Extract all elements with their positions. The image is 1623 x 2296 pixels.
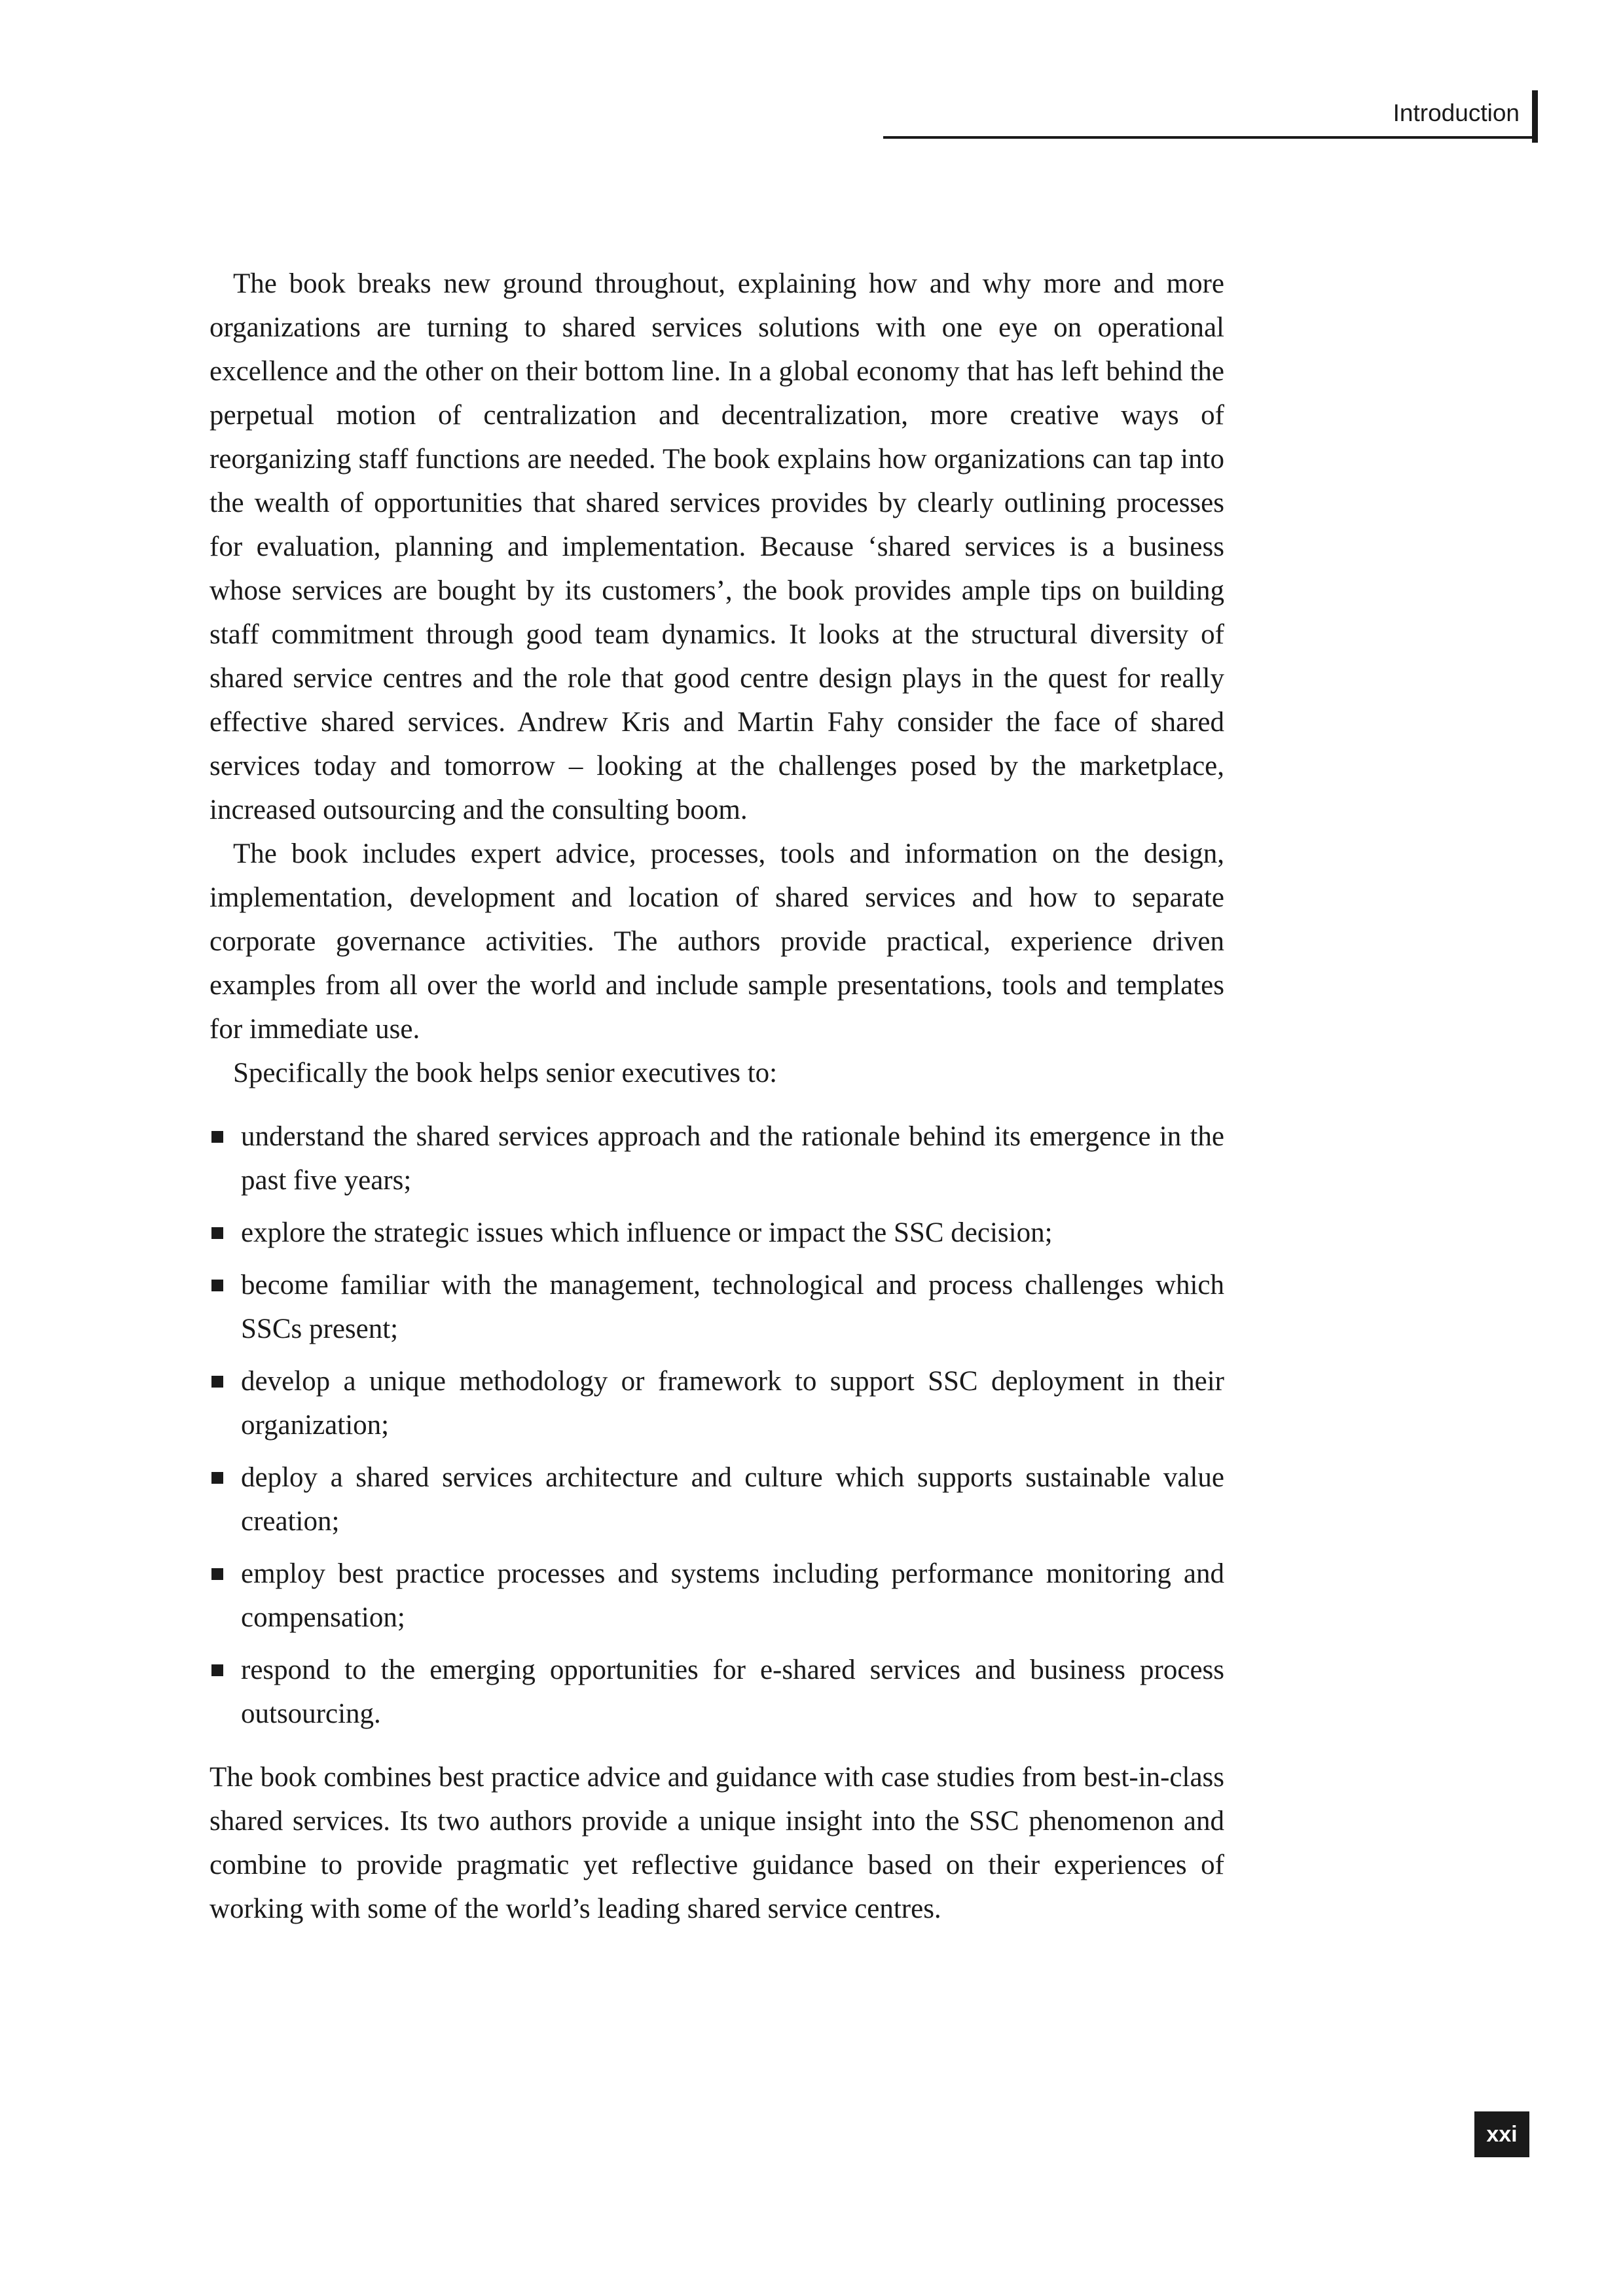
square-bullet-icon: [211, 1131, 223, 1143]
list-item: [210, 1263, 1224, 1351]
page-number: xxi: [1474, 2111, 1529, 2157]
running-title: Introduction: [1393, 99, 1520, 126]
square-bullet-icon: [211, 1227, 223, 1239]
list-item-text: employ best practice processes and systems including performance monitoring and compensation;: [241, 1558, 1224, 1633]
list-item: [210, 1115, 1224, 1202]
list-item-text: become familiar with the management, technological and process challenges which SSCs present;: [241, 1270, 1224, 1344]
list-item: [210, 1648, 1224, 1736]
list-item: [210, 1552, 1224, 1640]
list-item-text: understand the shared services approach and the rationale behind its emergence in the past five years;: [241, 1121, 1224, 1196]
list-item: [210, 1456, 1224, 1543]
page-body: [210, 262, 1224, 1931]
square-bullet-icon: [211, 1664, 223, 1676]
list-item: [210, 1211, 1224, 1255]
list-item-text: develop a unique methodology or framework to support SSC deployment in their organization;: [241, 1366, 1224, 1441]
list-item-text: explore the strategic issues which influence or impact the SSC decision;: [241, 1217, 1053, 1248]
square-bullet-icon: [211, 1280, 223, 1291]
paragraph: The book includes expert advice, processes, tools and information on the design, implementation, development and location of shared services and how to separate corporate governance activities. The authors provide practical, experience driven examples from all over the world and include sample presentations, tools and templates for immediate use.: [210, 838, 1224, 1045]
square-bullet-icon: [211, 1472, 223, 1484]
header-bar: [1532, 90, 1538, 143]
square-bullet-icon: [211, 1568, 223, 1580]
bullet-list: [210, 1115, 1224, 1736]
running-header: [883, 90, 1538, 143]
paragraph: Specifically the book helps senior executives to:: [233, 1058, 778, 1088]
paragraph: The book breaks new ground throughout, explaining how and why more and more organizations are turning to shared services solutions with one eye on operational excellence and the other on their bottom line. In a global economy that has left behind the perpetual motion of centralization and decentralization, more creative ways of reorganizing staff functions are needed. The book explains how organizations can tap into the wealth of opportunities that shared services provides by clearly outlining processes for evaluation, planning and implementation. Because ‘shared services is a business whose services are bought by its customers’, the book provides ample tips on building staff commitment through good team dynamics. It looks at the structural diversity of shared service centres and the role that good centre design plays in the quest for really effective shared services. Andrew Kris and Martin Fahy consider the face of shared services today and tomorrow – looking at the challenges posed by the marketplace, increased outsourcing and the consulting boom.: [210, 268, 1224, 825]
square-bullet-icon: [211, 1376, 223, 1388]
closing-paragraph: The book combines best practice advice and guidance with case studies from best-in-class shared services. Its two authors provide a unique insight into the SSC phenomenon and combine to provide pragmatic yet reflective guidance based on their experiences of working with some of the world’s leading shared service centres.: [210, 1762, 1224, 1924]
list-item-text: respond to the emerging opportunities for e-shared services and business process outsourcing.: [241, 1655, 1224, 1729]
header-rule: [883, 136, 1533, 139]
list-item: [210, 1359, 1224, 1447]
list-item-text: deploy a shared services architecture and culture which supports sustainable value creation;: [241, 1462, 1224, 1537]
